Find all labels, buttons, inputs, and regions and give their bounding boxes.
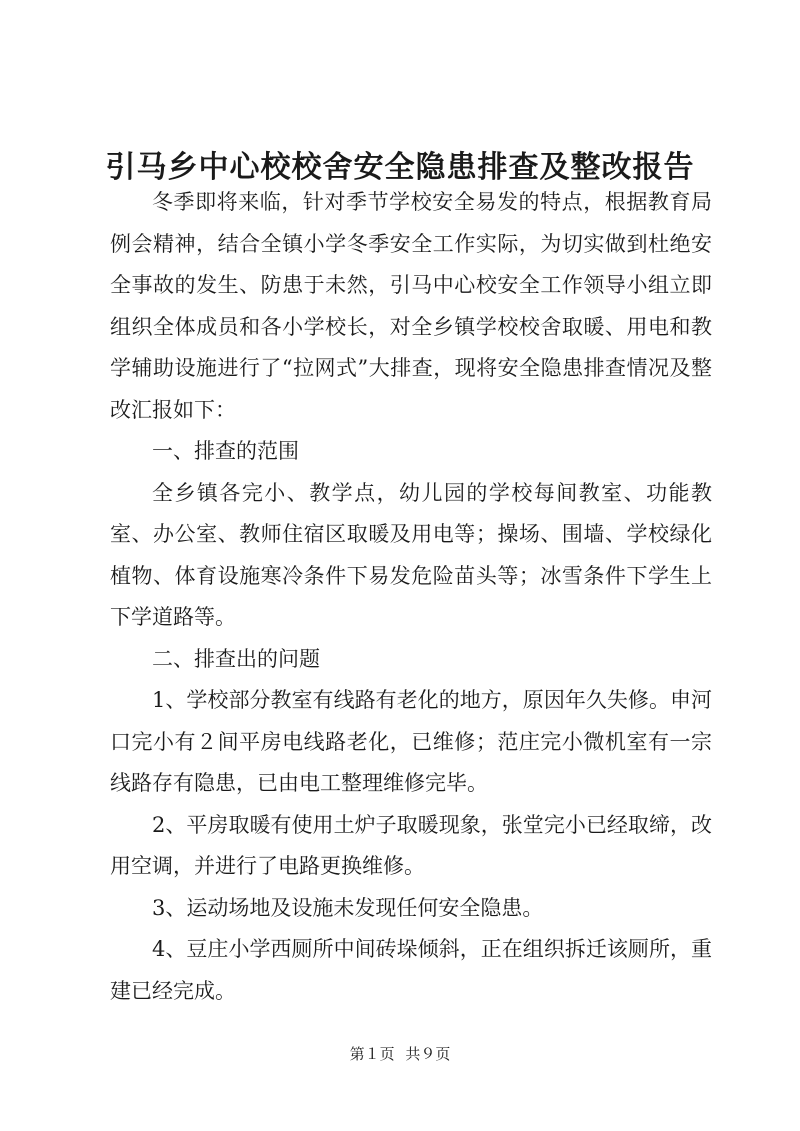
paragraph-problem-1: 1、学校部分教室有线路有老化的地方，原因年久失修。申河口完小有２间平房电线路老化，已维修；范庄完小微机室有一宗线路存有隐患，已由电工整理维修完毕。 [110,688,712,795]
paragraph-intro: 冬季即将来临，针对季节学校安全易发的特点，根据教育局例会精神，结合全镇小学冬季安全工作实际，为切实做到杜绝安全事故的发生、防患于未然，引马中心校安全工作领导小组立即组织全体成员和各小学校长，对全乡镇学校校舍取暖、用电和教学辅助设施进行了“拉网式”大排查，现将安全隐患排查情况及整改汇报如下： [110,190,712,422]
paragraph-scope: 全乡镇各完小、教学点，幼儿园的学校每间教室、功能教室、办公室、教师住宿区取暖及用电等；操场、围墙、学校绿化植物、体育设施寒冷条件下易发危险苗头等；冰雪条件下学生上下学道路等。 [110,480,712,629]
section-heading-problems: 二、排查出的问题 [152,646,320,671]
document-title: 引马乡中心校校舍安全隐患排查及整改报告 [105,150,695,185]
paragraph-problem-4: 4、豆庄小学西厕所中间砖垛倾斜，正在组织拆迁该厕所，重建已经完成。 [110,937,712,1003]
paragraph-problem-2: 2、平房取暖有使用土炉子取暖现象，张堂完小已经取缔，改用空调，并进行了电路更换维修。 [110,812,712,878]
section-heading-scope: 一、排查的范围 [152,439,299,463]
page-number: 第１页 [349,1045,395,1063]
page-footer [0,1043,800,1064]
paragraph-problem-3: 3、运动场地及设施未发现任何安全隐患。 [152,895,544,920]
document-body [110,182,712,1012]
page-total: 共９页 [405,1045,451,1063]
